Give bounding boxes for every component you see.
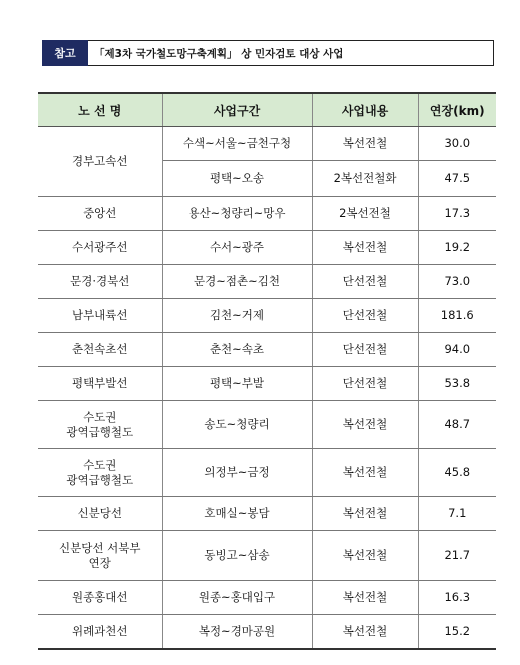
length-cell: 53.8	[418, 367, 496, 401]
project-type-cell: 단선전철	[312, 299, 418, 333]
route-name-cell	[38, 299, 162, 333]
route-name-cell	[38, 197, 162, 231]
route-name-cell	[38, 127, 162, 197]
route-name-cell	[38, 231, 162, 265]
segment-cell: 평택~부발	[162, 367, 312, 401]
route-name-line: 위례과천선	[71, 623, 128, 638]
route-name-line: 경부고속선	[71, 154, 128, 168]
reference-caption: 「제3차 국가철도망구축계획」 상 민자검토 대상 사업	[88, 40, 494, 66]
route-name-line: 춘천속초선	[71, 342, 128, 356]
length-cell: 45.8	[418, 449, 496, 497]
table-row	[38, 449, 496, 497]
route-name-line: 원종홍대선	[71, 590, 128, 604]
table-row	[38, 581, 496, 615]
project-type-cell: 2복선전철화	[312, 161, 418, 197]
route-name-line: 수서광주선	[71, 240, 128, 254]
table-header-row	[38, 93, 496, 127]
column-header-segment: 사업구간	[162, 93, 312, 127]
route-name-cell	[38, 333, 162, 367]
table-row	[38, 231, 496, 265]
length-cell: 21.7	[418, 531, 496, 581]
length-cell: 15.2	[418, 615, 496, 649]
route-name-line: 수도권	[83, 457, 117, 472]
table-row	[38, 197, 496, 231]
route-name-line: 신분당선	[77, 506, 122, 520]
project-type-cell: 복선전철	[312, 581, 418, 615]
segment-cell: 수서~광주	[162, 231, 312, 265]
length-cell: 17.3	[418, 197, 496, 231]
route-name-cell	[38, 531, 162, 581]
table-row	[38, 615, 496, 649]
table-body	[38, 127, 496, 649]
route-name-line: 연장	[88, 555, 111, 570]
table-row	[38, 127, 496, 161]
segment-cell: 원종~홍대입구	[162, 581, 312, 615]
route-name-line: 중앙선	[83, 206, 117, 220]
length-cell: 16.3	[418, 581, 496, 615]
route-name-line: 수도권	[83, 409, 117, 424]
table-row	[38, 531, 496, 581]
route-name-line: 신분당선 서북부	[59, 540, 141, 555]
segment-cell: 춘천~속초	[162, 333, 312, 367]
length-cell: 30.0	[418, 127, 496, 161]
route-name-cell	[38, 449, 162, 497]
segment-cell: 김천~거제	[162, 299, 312, 333]
route-name-cell	[38, 265, 162, 299]
project-type-cell: 단선전철	[312, 333, 418, 367]
table-row	[38, 401, 496, 449]
project-type-cell: 복선전철	[312, 497, 418, 531]
segment-cell: 의정부~금정	[162, 449, 312, 497]
route-name-line: 평택부발선	[71, 376, 128, 390]
column-header-length: 연장(km)	[418, 93, 496, 127]
route-name-cell	[38, 367, 162, 401]
table-row	[38, 367, 496, 401]
table-row	[38, 497, 496, 531]
length-cell: 94.0	[418, 333, 496, 367]
table-row	[38, 299, 496, 333]
project-type-cell: 복선전철	[312, 449, 418, 497]
railway-projects-table	[38, 92, 496, 650]
segment-cell: 수색~서울~금천구청	[162, 127, 312, 161]
route-name-line: 광역급행철도	[66, 424, 134, 439]
length-cell: 19.2	[418, 231, 496, 265]
project-type-cell: 복선전철	[312, 401, 418, 449]
segment-cell: 호매실~봉담	[162, 497, 312, 531]
column-header-route: 노 선 명	[38, 93, 162, 127]
project-type-cell: 복선전철	[312, 531, 418, 581]
project-type-cell: 복선전철	[312, 231, 418, 265]
project-type-cell: 단선전철	[312, 367, 418, 401]
segment-cell: 문경~점촌~김천	[162, 265, 312, 299]
length-cell: 48.7	[418, 401, 496, 449]
route-name-line: 남부내륙선	[71, 308, 128, 322]
segment-cell: 동빙고~삼송	[162, 531, 312, 581]
project-type-cell: 복선전철	[312, 615, 418, 649]
length-cell: 7.1	[418, 497, 496, 531]
route-name-cell	[38, 401, 162, 449]
segment-cell: 송도~청량리	[162, 401, 312, 449]
project-type-cell: 2복선전철	[312, 197, 418, 231]
project-type-cell: 복선전철	[312, 127, 418, 161]
segment-cell: 용산~청량리~망우	[162, 197, 312, 231]
route-name-line: 문경·경북선	[70, 274, 130, 288]
length-cell: 73.0	[418, 265, 496, 299]
route-name-cell	[38, 497, 162, 531]
segment-cell: 복정~경마공원	[162, 615, 312, 649]
reference-tag: 참고	[42, 40, 88, 66]
segment-cell: 평택~오송	[162, 161, 312, 197]
route-name-line: 광역급행철도	[66, 472, 134, 487]
length-cell: 181.6	[418, 299, 496, 333]
length-cell: 47.5	[418, 161, 496, 197]
route-name-cell	[38, 581, 162, 615]
column-header-type: 사업내용	[312, 93, 418, 127]
table-row	[38, 333, 496, 367]
route-name-cell	[38, 615, 162, 649]
reference-header	[42, 40, 494, 66]
table-row	[38, 265, 496, 299]
project-type-cell: 단선전철	[312, 265, 418, 299]
